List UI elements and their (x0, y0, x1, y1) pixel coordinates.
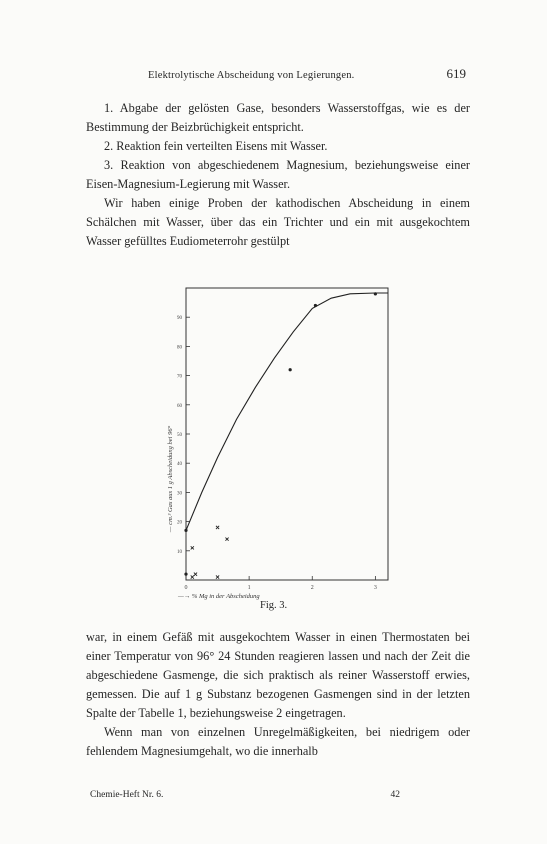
x-axis-label: —→ % Mg in der Abscheidung (178, 593, 260, 600)
chart-svg (160, 286, 400, 618)
data-point-cross (191, 546, 194, 549)
body-text-bottom (86, 628, 470, 761)
data-point-cross (191, 575, 194, 578)
list-item-2: 2. Reaktion fein verteilten Eisens mit Wasser. (104, 139, 328, 153)
running-title: Elektrolytische Abscheidung von Legierungen. (148, 70, 355, 81)
data-point-cross (194, 573, 197, 576)
y-tick-label: 90 (177, 316, 182, 322)
figure-3 (160, 286, 400, 618)
y-tick-label: 30 (177, 491, 182, 497)
body-text-top (86, 99, 470, 251)
data-point-dot (374, 292, 377, 295)
paragraph-next: Wenn man von einzelnen Unregelmäßigkeiten, bei niedrigem oder fehlendem Magnesiumgehalt, wo die innerhalb (86, 725, 470, 758)
page-footer (90, 790, 400, 800)
page-number: 619 (446, 66, 466, 81)
x-tick-label: 3 (373, 585, 377, 591)
y-tick-label: 70 (177, 374, 182, 380)
running-header (148, 66, 466, 82)
footer-sheet-number: 42 (390, 790, 400, 800)
footer-signature: Chemie-Heft Nr. 6. (90, 790, 164, 800)
y-tick-label: 60 (177, 403, 182, 409)
list-item-1: 1. Abgabe der gelösten Gase, besonders Wasserstoffgas, wie es der Bestimmung der Beizbrüchigkeit entspricht. (86, 101, 470, 134)
data-point-dot (314, 304, 317, 307)
paragraph-continuation: war, in einem Gefäß mit ausgekochtem Wasser in einen Thermostaten bei einer Temperatur von 96° 24 Stunden reagieren lassen und nach der Zeit die abgeschiedene Gasmenge, die sich praktisch als reiner Wasserstoff erwies, gemessen. Die auf 1 g Substanz bezogenen Gasmengen sind in der letzten Spalte der Tabelle 1, beziehungsweise 2 eingetragen. (86, 630, 470, 720)
y-tick-label: 50 (177, 433, 182, 438)
data-point-cross (216, 575, 219, 578)
x-tick-label: 2 (310, 585, 314, 591)
y-tick-label: 40 (177, 462, 182, 468)
data-point-cross (225, 538, 228, 541)
data-point-cross (216, 526, 219, 529)
fitted-curve (186, 293, 388, 530)
paragraph-experiment: Wir haben einige Proben der kathodischen Abscheidung in einem Schälchen mit Wasser, über das ein Trichter und ein mit ausgekochtem Wasser gefülltes Eudiometerrohr gestülpt (86, 196, 470, 248)
plot-frame (186, 288, 388, 580)
data-point-dot (289, 368, 292, 371)
figure-caption: Fig. 3. (260, 600, 288, 611)
y-axis-label: — cm.³ Gas aus 1 g Abscheidung bei 96° (167, 425, 174, 533)
y-tick-label: 10 (177, 549, 182, 555)
x-tick-label: 0 (184, 585, 188, 591)
y-tick-label: 80 (177, 345, 182, 351)
data-point-dot (184, 573, 187, 576)
list-item-3: 3. Reaktion von abgeschiedenem Magnesium, beziehungsweise einer Eisen-Magnesium-Legierung mit Wasser. (86, 158, 470, 191)
data-point-dot (184, 529, 187, 532)
y-tick-label: 20 (177, 520, 182, 526)
x-tick-label: 1 (247, 585, 251, 591)
